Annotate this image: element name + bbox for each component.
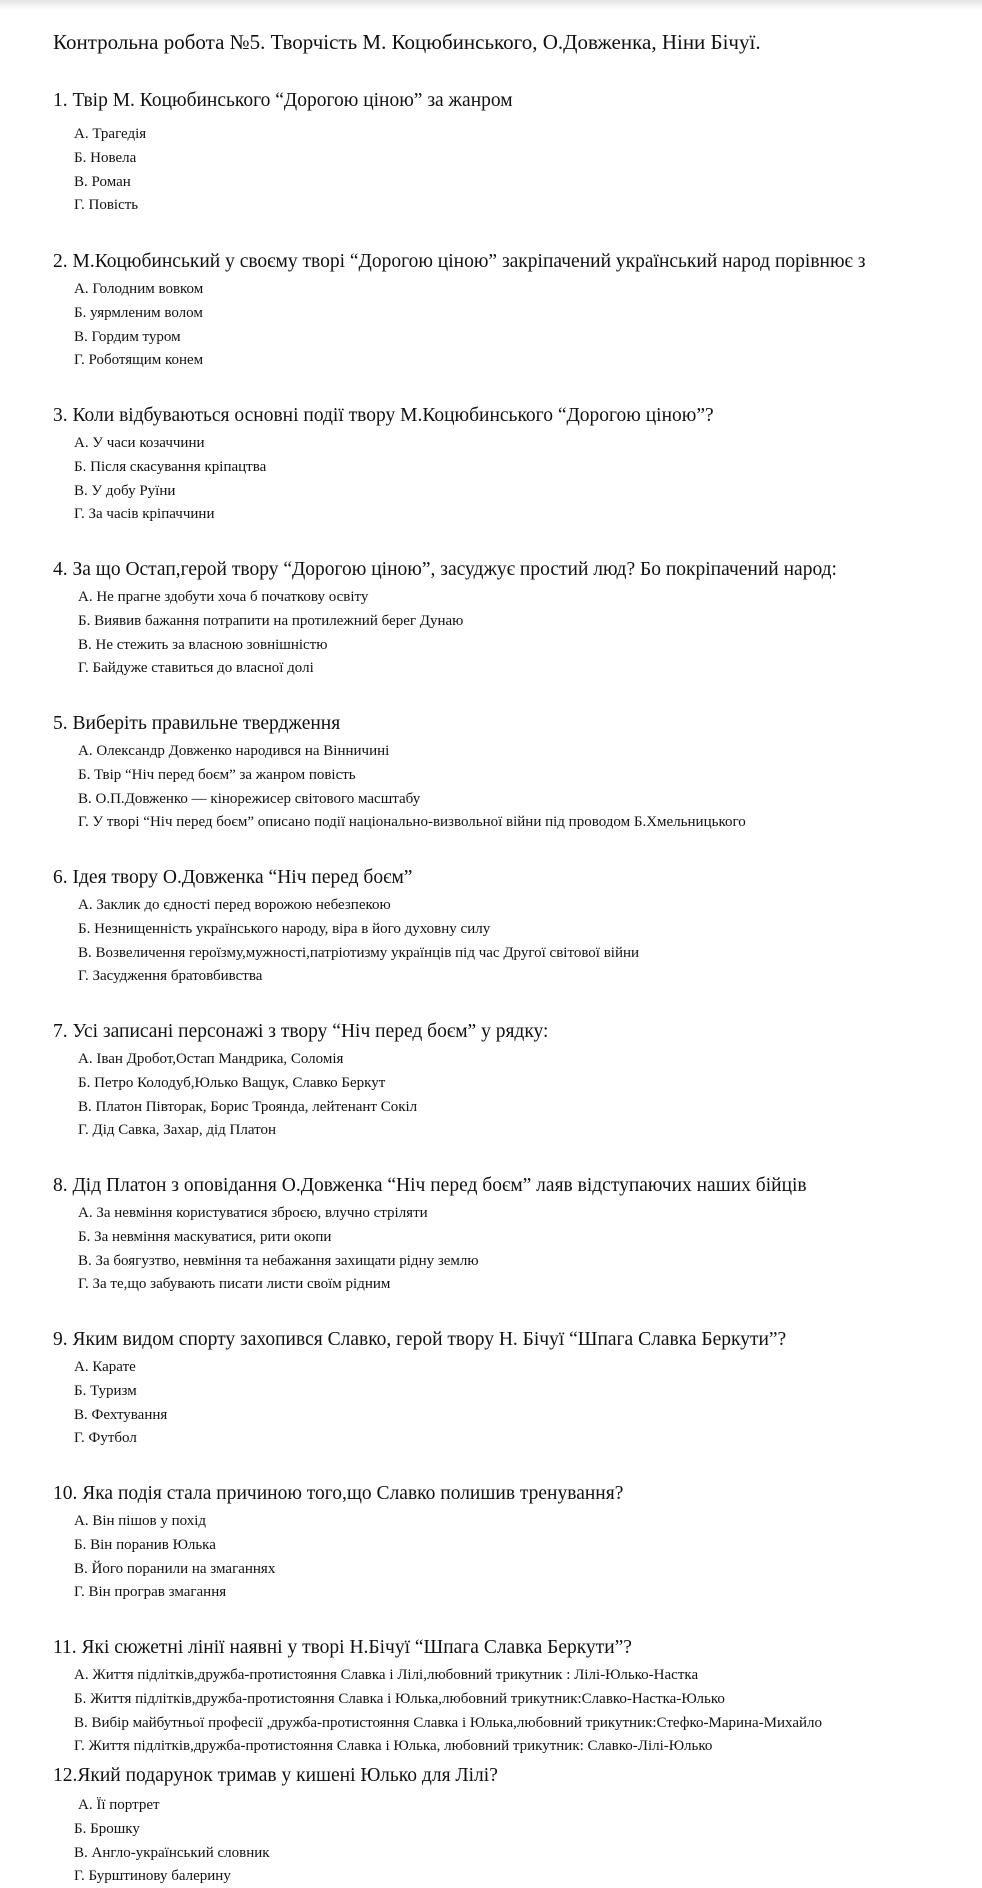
answer-option: Г. Він програв змагання [74, 1584, 227, 1600]
answer-option: В. Роман [74, 174, 131, 190]
answer-option: А. Він пішов у похід [74, 1513, 207, 1529]
answer-option: В. Вибір майбутньої професії ,дружба-протистояння Славка і Юлька,любовний трикутник:Стефко-Марина-Михайло [74, 1715, 823, 1731]
answer-option: А. За невміння користуватися зброєю, влучно стріляти [78, 1205, 428, 1221]
answer-option: Б. Туризм [74, 1383, 137, 1399]
question-text: 11. Які сюжетні лінії наявні у творі Н.Бічуї “Шпага Славка Беркути”? [53, 1637, 632, 1658]
question-text: 9. Яким видом спорту захопився Славко, герой твору Н. Бічуї “Шпага Славка Беркути”? [53, 1329, 787, 1350]
answer-option: А. Олександр Довженко народився на Вінничині [78, 743, 390, 759]
answer-option: Г. Бурштинову балерину [74, 1868, 231, 1884]
answer-option: А. Життя підлітків,дружба-протистояння Славка і Лілі,любовний трикутник : Лілі-Юлько-Настка [74, 1667, 699, 1683]
answer-option: Г. Роботящим конем [74, 352, 204, 368]
answer-option: Б. Новела [74, 150, 137, 166]
question-text: 7. Усі записані персонажі з твору “Ніч перед боєм” у рядку: [53, 1021, 549, 1042]
answer-option: Г. Життя підлітків,дружба-протистояння Славка і Юлька, любовний трикутник: Славко-Лілі-Юлько [74, 1738, 713, 1754]
question-text: 12.Який подарунок тримав у кишені Юлько для Лілі? [53, 1765, 498, 1786]
answer-option: Г. За часів кріпаччини [74, 506, 215, 522]
answer-option: Б. Петро Колодуб,Юлько Ващук, Славко Беркут [78, 1075, 386, 1091]
document-title: Контрольна робота №5. Творчість М. Коцюбинського, О.Довженка, Ніни Бічуї. [53, 30, 761, 54]
answer-option: Б. Незнищенність українського народу, віра в його духовну силу [78, 921, 491, 937]
question-text: 1. Твір М. Коцюбинського “Дорогою ціною” за жанром [53, 90, 513, 111]
answer-option: Г. Байдуже ставиться до власної долі [78, 660, 314, 676]
answer-option: А. Трагедія [74, 126, 147, 142]
answer-option: А. У часи козаччини [74, 435, 205, 451]
answer-option: Б. уярмленим волом [74, 305, 203, 321]
answer-option: Г. Футбол [74, 1430, 137, 1446]
answer-option: А. Голодним вовком [74, 281, 204, 297]
question-text: 5. Виберіть правильне твердження [53, 713, 341, 734]
answer-option: Г. За те,що забувають писати листи своїм рідним [78, 1276, 391, 1292]
answer-option: Б. За невміння маскуватися, рити окопи [78, 1229, 332, 1245]
answer-option: А. Її портрет [78, 1797, 160, 1813]
answer-option: В. Англо-український словник [74, 1845, 270, 1861]
answer-option: Г. Дід Савка, Захар, дід Платон [78, 1122, 277, 1138]
question-text: 8. Дід Платон з оповідання О.Довженка “Ніч перед боєм” лаяв відступаючих наших бійців [53, 1175, 807, 1196]
answer-option: А. Іван Дробот,Остап Мандрика, Соломія [78, 1051, 344, 1067]
answer-option: Г. Засудження братовбивства [78, 968, 263, 984]
question-text: 3. Коли відбуваються основні події твору М.Коцюбинського “Дорогою ціною”? [53, 405, 714, 426]
answer-option: Б. Брошку [74, 1821, 140, 1837]
answer-option: Б. Він поранив Юлька [74, 1537, 216, 1553]
answer-option: В. Не стежить за власною зовнішністю [78, 637, 328, 653]
question-text: 4. За що Остап,герой твору “Дорогою ціною”, засуджує простий люд? Бо покріпачений народ: [53, 559, 837, 580]
answer-option: Г. У творі “Ніч перед боєм” описано події національно-визвольної війни під проводом Б.Хмельницького [78, 814, 746, 830]
answer-option: В. Гордим туром [74, 329, 181, 345]
question-text: 2. М.Коцюбинський у своєму творі “Дорогою ціною” закріпачений український народ порівнює з [53, 251, 866, 272]
answer-option: Б. Виявив бажання потрапити на протилежний берег Дунаю [78, 613, 464, 629]
answer-option: А. Заклик до єдності перед ворожою небезпекою [78, 897, 391, 913]
answer-option: В. О.П.Довженко — кінорежисер світового масштабу [78, 791, 421, 807]
answer-option: В. Платон Півторак, Борис Троянда, лейтенант Сокіл [78, 1099, 418, 1115]
answer-option: А. Карате [74, 1359, 136, 1375]
answer-option: Б. Життя підлітків,дружба-протистояння Славка і Юлька,любовний трикутник:Славко-Настка-Юлько [74, 1691, 725, 1707]
answer-option: В. У добу Руїни [74, 483, 176, 499]
answer-option: Б. Після скасування кріпацтва [74, 459, 267, 475]
question-text: 10. Яка подія стала причиною того,що Славко полишив тренування? [53, 1483, 624, 1504]
answer-option: В. Фехтування [74, 1407, 168, 1423]
answer-option: В. Возвеличення героїзму,мужності,патріотизму українців під час Другої світової війни [78, 945, 640, 961]
answer-option: А. Не прагне здобути хоча б початкову освіту [78, 589, 369, 605]
answer-option: Б. Твір “Ніч перед боєм” за жанром повість [78, 767, 356, 783]
answer-option: Г. Повість [74, 197, 139, 213]
answer-option: В. Його поранили на змаганнях [74, 1561, 276, 1577]
question-text: 6. Ідея твору О.Довженка “Ніч перед боєм” [53, 867, 413, 888]
answer-option: В. За боягузтво, невміння та небажання захищати рідну землю [78, 1253, 479, 1269]
